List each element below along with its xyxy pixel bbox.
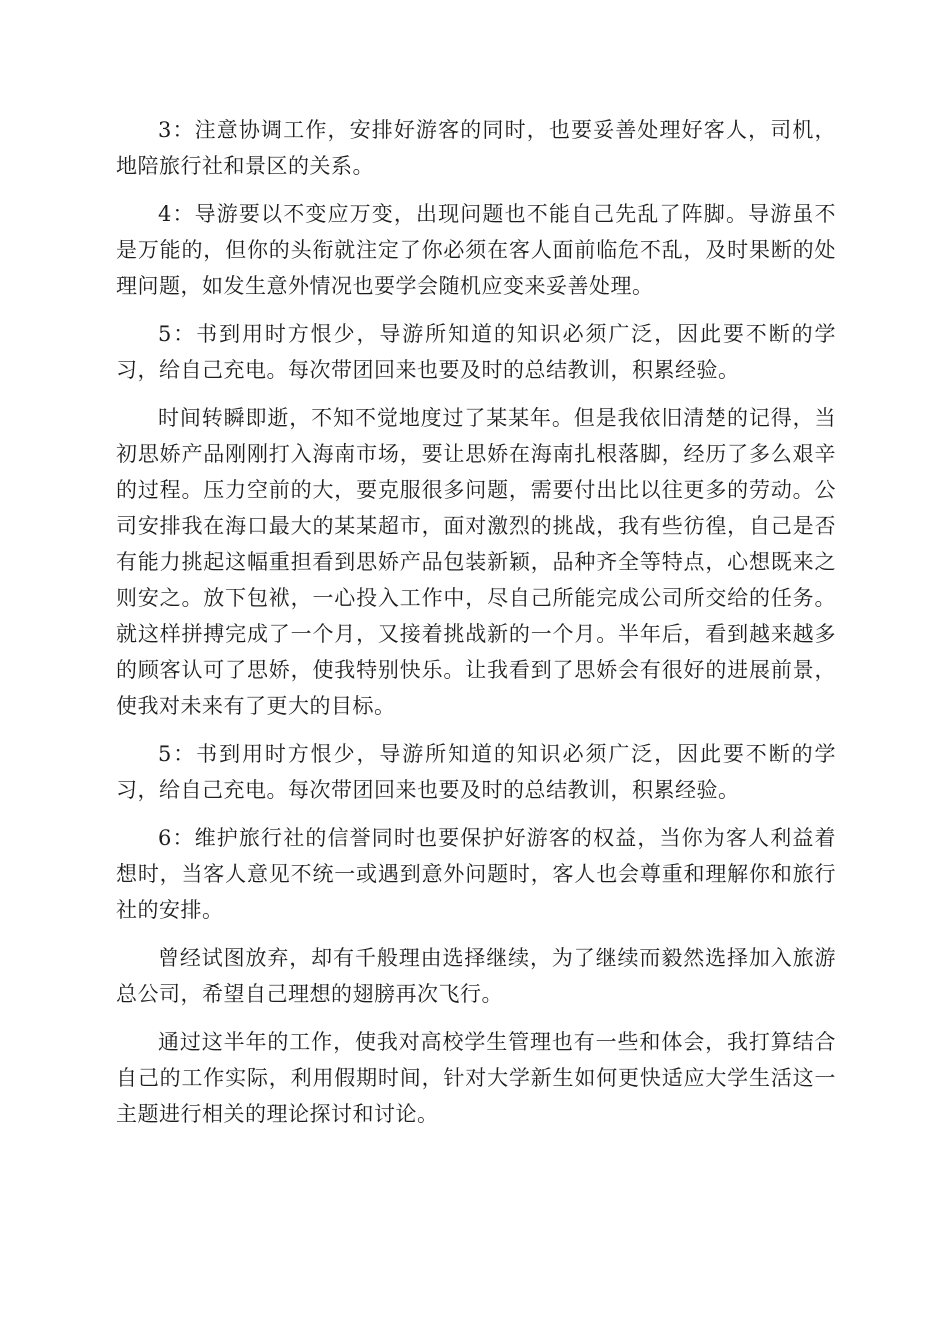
paragraph-tip-5: 5：书到用时方恨少，导游所知道的知识必须广泛，因此要不断的学习，给自己充电。每次带团回来也要及时的总结教训，积累经验。 [116, 322, 836, 382]
document-body [116, 112, 836, 1144]
paragraph-tip-4: 4：导游要以不变应万变，出现问题也不能自己先乱了阵脚。导游虽不是万能的，但你的头衔就注定了你必须在客人面前临危不乱，及时果断的处理问题，如发生意外情况也要学会随机应变来妥善处理。 [116, 202, 836, 298]
paragraph-tip-5-repeat: 5：书到用时方恨少，导游所知道的知识必须广泛，因此要不断的学习，给自己充电。每次带团回来也要及时的总结教训，积累经验。 [116, 742, 836, 802]
paragraph-tip-3: 3：注意协调工作，安排好游客的同时，也要妥善处理好客人，司机，地陪旅行社和景区的关系。 [116, 118, 836, 178]
paragraph-conclusion: 通过这半年的工作，使我对高校学生管理也有一些和体会，我打算结合自己的工作实际，利用假期时间，针对大学新生如何更快适应大学生活这一主题进行相关的理论探讨和讨论。 [116, 1030, 836, 1126]
paragraph-tip-6: 6：维护旅行社的信誉同时也要保护好游客的权益，当你为客人利益着想时，当客人意见不统一或遇到意外问题时，客人也会尊重和理解你和旅行社的安排。 [116, 826, 836, 922]
paragraph-persistence: 曾经试图放弃，却有千般理由选择继续，为了继续而毅然选择加入旅游总公司，希望自己理想的翅膀再次飞行。 [116, 946, 836, 1006]
paragraph-experience: 时间转瞬即逝，不知不觉地度过了某某年。但是我依旧清楚的记得，当初思娇产品刚刚打入海南市场，要让思娇在海南扎根落脚，经历了多么艰辛的过程。压力空前的大，要克服很多问题，需要付出比以往更多的劳动。公司安排我在海口最大的某某超市，面对激烈的挑战，我有些彷徨，自己是否有能力挑起这幅重担看到思娇产品包装新颖，品种齐全等特点，心想既来之则安之。放下包袱，一心投入工作中，尽自己所能完成公司所交给的任务。就这样拼搏完成了一个月，又接着挑战新的一个月。半年后，看到越来越多的顾客认可了思娇，使我特别快乐。让我看到了思娇会有很好的进展前景，使我对未来有了更大的目标。 [116, 406, 836, 718]
